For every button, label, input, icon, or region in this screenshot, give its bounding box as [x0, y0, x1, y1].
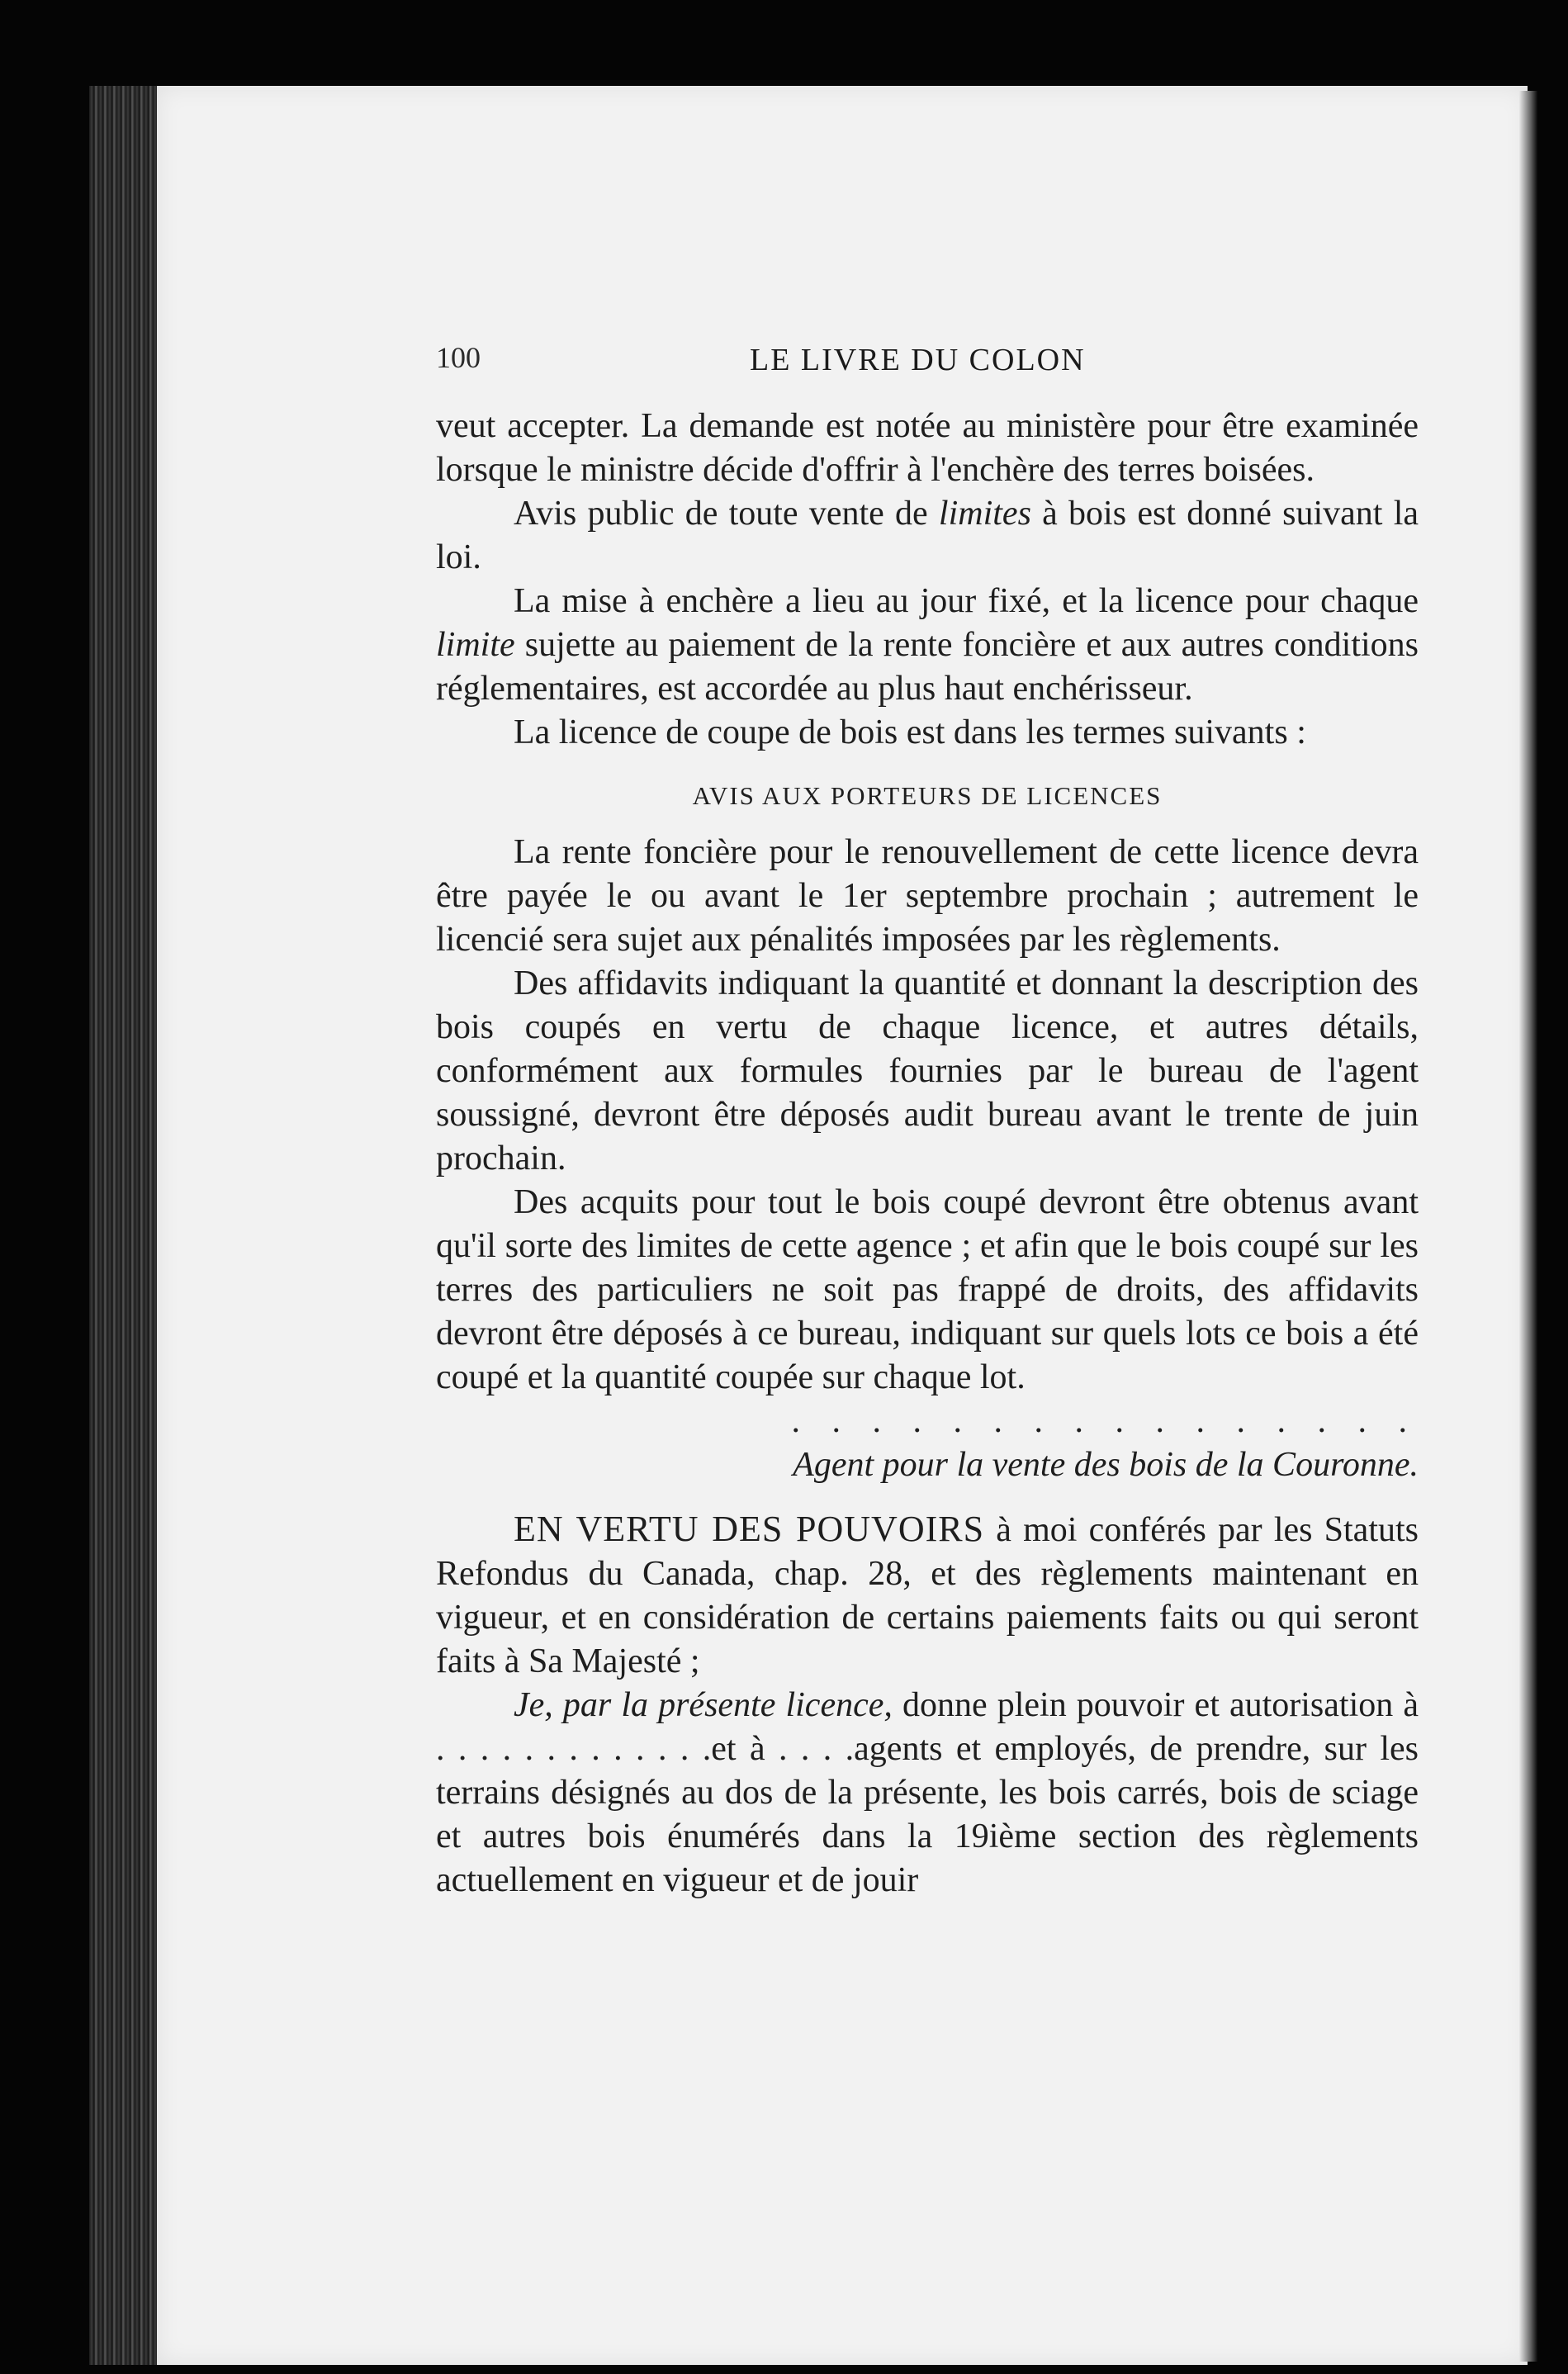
paragraph-6: Des affidavits indiquant la quantité et donnant la description des bois coupés en vertu de chaque licence, et autres détails, conformément aux formules fournies par le bureau de l'agent soussigné, devront être déposés audit bureau avant le trente de juin prochain. [436, 964, 1419, 1178]
dotted-leader: . . . . . . . . . . . . . . . . [791, 1402, 1419, 1440]
agent-signature-line: Agent pour la vente des bois de la Couronne. [793, 1446, 1419, 1484]
paragraph-2 [436, 492, 1419, 580]
section-heading: AVIS AUX PORTEURS DE LICENCES [692, 781, 1163, 810]
paragraph-9-rest: donne plein pouvoir et autorisation à . . . . . . . . . . . . .et à . . . .agents et employés, de prendre, sur les terrains désignés au dos de la présente, les bois carrés, bois de sciage et autres bois énumérés dans la 19ième section des règlements actuellement en vigueur et de jouir [436, 1686, 1419, 1899]
paragraph-8 [436, 1507, 1419, 1684]
page-number: 100 [436, 341, 481, 374]
paragraph-2-start: Avis public de toute vente de [514, 495, 939, 533]
paragraph-3 [436, 580, 1419, 711]
paragraph-3-emphasis: limite [436, 626, 515, 664]
paragraph-9-emphasis: Je, par la présente licence, [514, 1686, 893, 1724]
paragraph-8-caps: EN VERTU DES POUVOIRS [514, 1509, 985, 1549]
paragraph-3-start: La mise à enchère a lieu au jour fixé, et la licence pour chaque [514, 582, 1419, 620]
paragraph-9 [436, 1684, 1419, 1903]
running-title: LE LIVRE DU COLON [750, 343, 1086, 377]
page-header [436, 340, 1427, 390]
paragraph-2-end: à bois est donné suivant la loi. [436, 495, 1419, 576]
paragraph-1: veut accepter. La demande est notée au ministère pour être examinée lorsque le ministre décide d'offrir à l'enchère des terres boisées. [436, 407, 1419, 489]
page-right-edge [1519, 91, 1537, 2362]
paragraph-4: La licence de coupe de bois est dans les termes suivants : [514, 713, 1306, 751]
page-body [436, 405, 1419, 1903]
paragraph-7: Des acquits pour tout le bois coupé devront être obtenus avant qu'il sorte des limites de cette agence ; et afin que le bois coupé sur les terres des particuliers ne soit pas frappé de droits, des affidavits devront être déposés à ce bureau, indiquant sur quels lots ce bois a été coupé et la quantité coupée sur chaque lot. [436, 1183, 1419, 1396]
paragraph-3-end: sujette au paiement de la rente foncière et aux autres conditions réglementaires, est accordée au plus haut enchérisseur. [436, 626, 1419, 708]
paragraph-2-emphasis: limites [938, 495, 1031, 533]
paragraph-8-rest: à moi conférés par les Statuts Refondus du Canada, chap. 28, et des règlements maintenant en vigueur, et en considération de certains paiements faits ou qui seront faits à Sa Majesté ; [436, 1511, 1419, 1680]
paragraph-5: La rente foncière pour le renouvellement de cette licence devra être payée le ou avant le 1er septembre prochain ; autrement le licencié sera sujet aux pénalités imposées par les règlements. [436, 833, 1419, 959]
